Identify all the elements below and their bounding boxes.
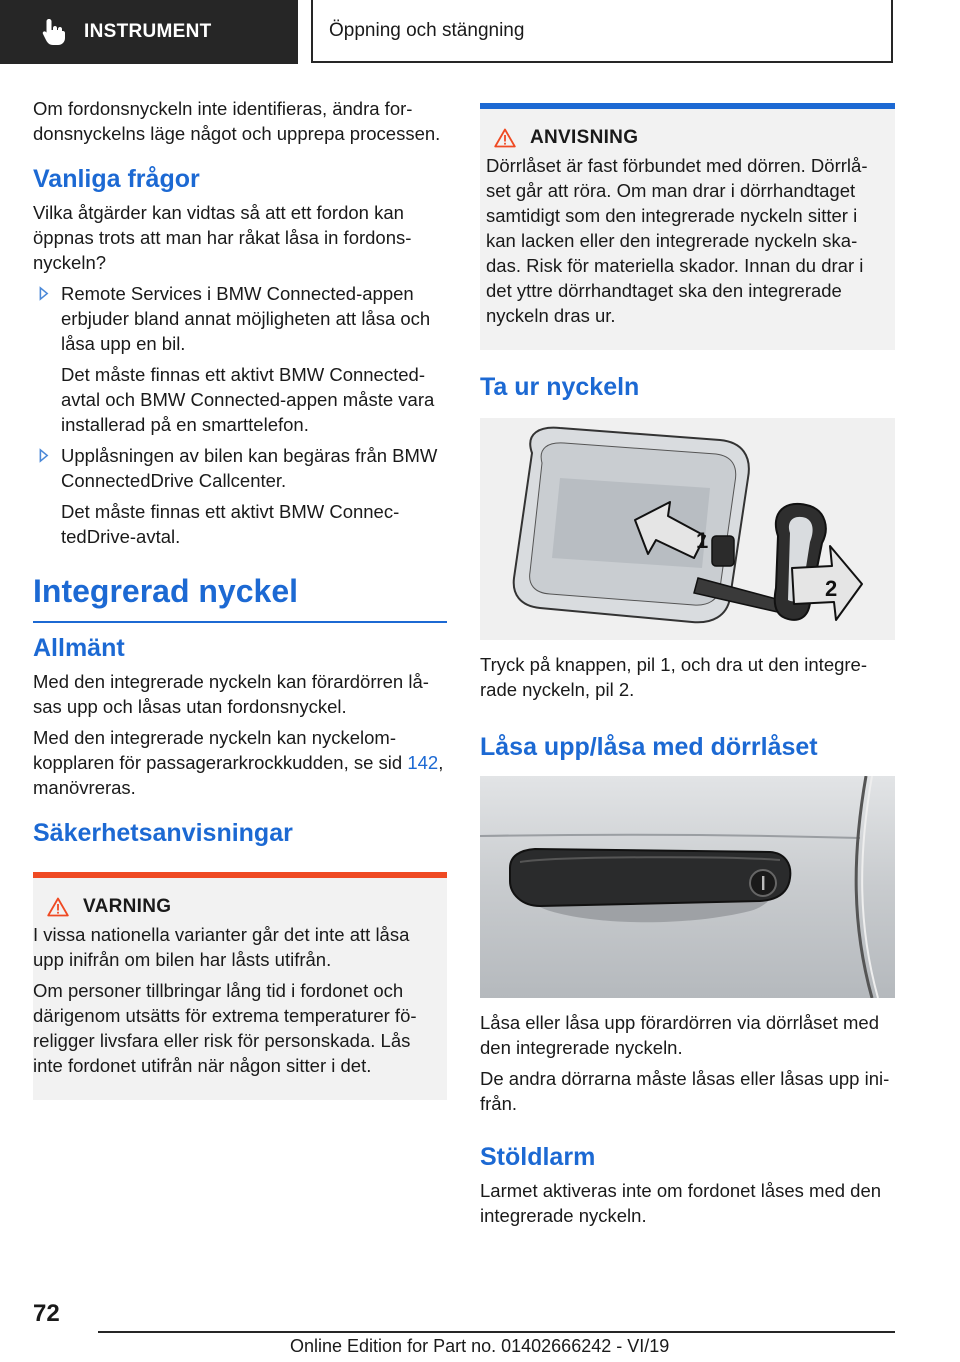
right-column (480, 103, 895, 1234)
key-removal-figure (480, 418, 895, 640)
section-tab (0, 0, 298, 64)
list-item-text: Det måste finnas ett aktivt BMW Connected-avtal och BMW Connected-appen måste vara installerad på en smarttelefon. (61, 364, 435, 435)
faq-list (33, 281, 447, 549)
lock-text: Låsa eller låsa upp förardörren via dörrlåset med den integrerade nyckeln. (480, 1012, 879, 1058)
note-box (480, 103, 895, 350)
list-item-text: Det måste finnas ett aktivt BMW ConnectedDrive-avtal. (61, 501, 400, 547)
warning-triangle-icon (47, 897, 69, 917)
lock-heading: Låsa upp/låsa med dörrlåset (480, 733, 818, 761)
triangle-bullet-icon (40, 286, 49, 300)
warning-text: I vissa nationella varianter går det inte att låsa upp inifrån om bilen har låsts utifrån. (33, 924, 410, 970)
hand-pointer-icon (40, 17, 68, 47)
main-heading: Integrerad nyckel (33, 569, 447, 623)
text: , manövreras. (33, 752, 444, 798)
chapter-tab (311, 0, 893, 63)
door-handle-illustration (480, 776, 895, 998)
warning-text: Om personer tillbringar lång tid i fordonet och därigenom utsätts för extrema temperaturer föreligger livsfara eller risk för personskada. Lås inte fordonet utifrån när någon sitter i det. (33, 980, 417, 1076)
left-column (33, 96, 447, 1100)
alarm-text: Larmet aktiveras inte om fordonet låses med den integrerade nyckeln. (480, 1180, 882, 1226)
list-item (33, 281, 447, 437)
safety-heading: Säkerhetsanvisningar (33, 819, 293, 847)
page-link-142[interactable]: 142 (407, 752, 439, 773)
note-label: ANVISNING (530, 127, 639, 148)
general-paragraph-2 (33, 725, 447, 800)
section-label: INSTRUMENT (84, 21, 212, 42)
intro-paragraph: Om fordonsnyckeln inte identifieras, ändra fordonsnyckelns läge något och upprepa processen. (33, 98, 441, 144)
warning-box (33, 872, 447, 1100)
warning-title (33, 896, 435, 918)
footer-divider (98, 1331, 895, 1333)
arrow-2-label: 2 (825, 576, 838, 601)
key-fob-illustration (480, 418, 895, 640)
faq-question: Vilka åtgärder kan vidtas så att ett fordon kan öppnas trots att man har råkat låsa in fordonsnyckeln? (33, 202, 412, 273)
arrow-1-label: 1 (696, 528, 709, 553)
warning-label: VARNING (83, 896, 172, 917)
chapter-title: Öppning och stängning (329, 19, 525, 41)
general-paragraph: Med den integrerade nyckeln kan förardörren låsas upp och låsas utan fordonsnyckel. (33, 671, 429, 717)
door-handle-figure (480, 776, 895, 998)
warning-triangle-icon (494, 128, 516, 148)
note-text: Dörrlåset är fast förbundet med dörren. Dörrlåset går att röra. Om man drar i dörrhandtaget samtidigt som den integrerade nyckeln sitter i kan lacken eller den integrerade nyckeln skadas. Risk för materiella skador. Innan du drar i det yttre dörrhandtaget ska den integrerade nyckeln dras ur. (486, 155, 868, 326)
page-number: 72 (33, 1300, 60, 1327)
list-item-text: Upplåsningen av bilen kan begäras från BMW ConnectedDrive Callcenter. (61, 445, 438, 491)
remove-key-text: Tryck på knappen, pil 1, och dra ut den integrerade nyckeln, pil 2. (480, 654, 868, 700)
note-title (480, 127, 883, 149)
edition-text: Online Edition for Part no. 01402666242 - VI/19 (290, 1336, 670, 1356)
triangle-bullet-icon (40, 448, 49, 462)
general-heading: Allmänt (33, 634, 125, 662)
list-item (33, 443, 447, 549)
lock-text-2: De andra dörrarna måste låsas eller låsas upp inifrån. (480, 1068, 890, 1114)
faq-heading: Vanliga frågor (33, 165, 200, 193)
list-item-text: Remote Services i BMW Connected-appen erbjuder bland annat möjligheten att låsa och låsa upp en bil. (61, 283, 431, 354)
alarm-heading: Stöldlarm (480, 1143, 596, 1171)
remove-key-heading: Ta ur nyckeln (480, 373, 640, 401)
text: Med den integrerade nyckeln kan nyckelomkopplaren för passagerarkrockkudden, se sid (33, 727, 408, 773)
